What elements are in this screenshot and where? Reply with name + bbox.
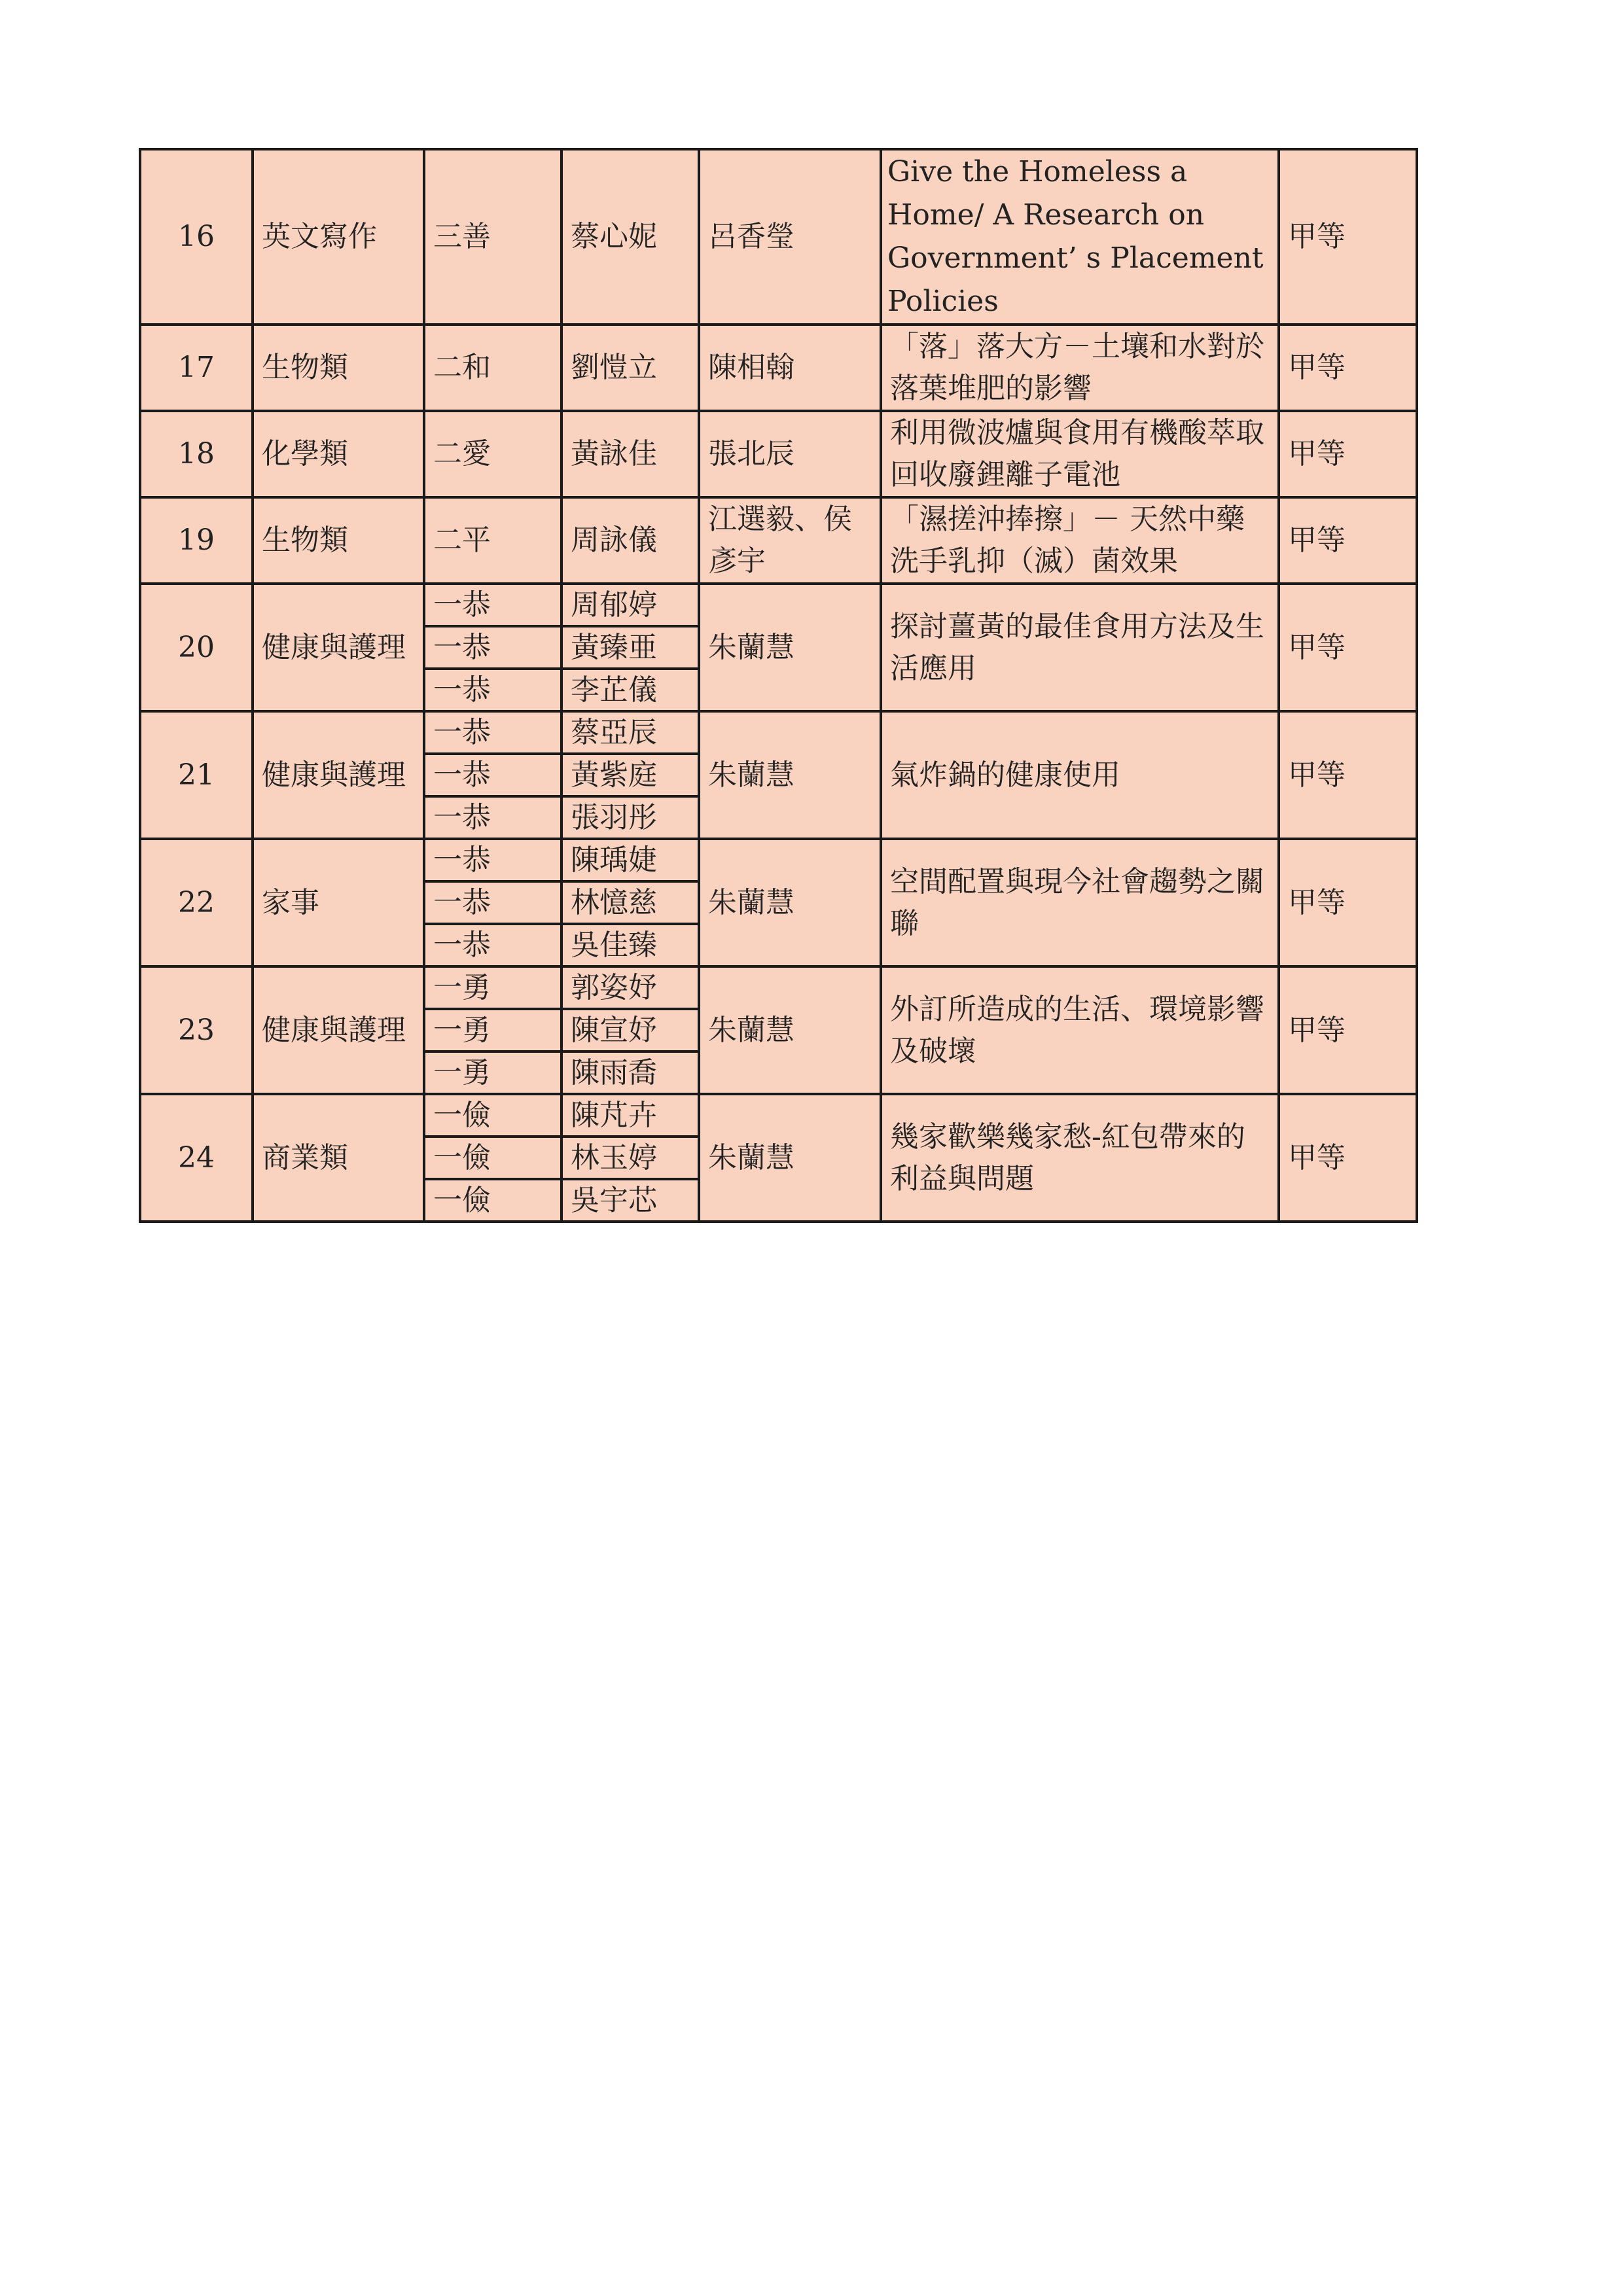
member-class: 一恭 — [424, 881, 562, 924]
member-name: 黃臻亜 — [562, 626, 699, 669]
entry-category: 健康與護理 — [253, 584, 424, 711]
member-name: 周郁婷 — [562, 584, 699, 626]
entry-grade: 甲等 — [1279, 1094, 1417, 1222]
entry-title: 探討薑黃的最佳食用方法及生活應用 — [881, 584, 1279, 711]
member-name: 張羽彤 — [562, 796, 699, 839]
entry-number: 18 — [140, 411, 253, 497]
entry-category: 英文寫作 — [253, 149, 424, 325]
member-class: 二和 — [424, 325, 562, 411]
member-name: 周詠儀 — [562, 497, 699, 584]
entry-title: 外訂所造成的生活、環境影響及破壞 — [881, 966, 1279, 1094]
entry-title: Give the Homeless a Home/ A Research on Government’ s Placement Policies — [881, 149, 1279, 325]
awards-table — [139, 148, 1418, 1223]
member-name: 吳宇芯 — [562, 1179, 699, 1222]
entry-advisor: 朱蘭慧 — [699, 1094, 881, 1222]
member-name: 陳瑀婕 — [562, 839, 699, 881]
entry-number: 22 — [140, 839, 253, 966]
member-class: 一儉 — [424, 1094, 562, 1137]
table-row — [140, 497, 1417, 584]
table-row — [140, 711, 1417, 754]
table-row — [140, 839, 1417, 881]
entry-grade: 甲等 — [1279, 966, 1417, 1094]
table-row — [140, 966, 1417, 1009]
table-row — [140, 325, 1417, 411]
entry-advisor: 朱蘭慧 — [699, 584, 881, 711]
entry-number: 19 — [140, 497, 253, 584]
entry-title: 幾家歡樂幾家愁-紅包帶來的利益與問題 — [881, 1094, 1279, 1222]
entry-grade: 甲等 — [1279, 711, 1417, 839]
entry-number: 20 — [140, 584, 253, 711]
member-class: 一勇 — [424, 1009, 562, 1051]
entry-number: 21 — [140, 711, 253, 839]
entry-grade: 甲等 — [1279, 325, 1417, 411]
entry-title: 「落」落大方－土壤和水對於落葉堆肥的影響 — [881, 325, 1279, 411]
member-class: 二愛 — [424, 411, 562, 497]
entry-advisor: 張北辰 — [699, 411, 881, 497]
member-class: 一勇 — [424, 966, 562, 1009]
entry-grade: 甲等 — [1279, 584, 1417, 711]
entry-grade: 甲等 — [1279, 411, 1417, 497]
entry-title: 利用微波爐與食用有機酸萃取回收廢鋰離子電池 — [881, 411, 1279, 497]
member-name: 陳雨喬 — [562, 1051, 699, 1094]
entry-advisor: 陳相翰 — [699, 325, 881, 411]
entry-number: 24 — [140, 1094, 253, 1222]
member-class: 一勇 — [424, 1051, 562, 1094]
entry-advisor: 朱蘭慧 — [699, 839, 881, 966]
member-name: 林憶慈 — [562, 881, 699, 924]
member-class: 一恭 — [424, 584, 562, 626]
member-class: 一恭 — [424, 626, 562, 669]
entry-grade: 甲等 — [1279, 839, 1417, 966]
entry-number: 23 — [140, 966, 253, 1094]
member-name: 陳芃卉 — [562, 1094, 699, 1137]
member-name: 蔡心妮 — [562, 149, 699, 325]
member-name: 黃紫庭 — [562, 754, 699, 796]
table-row — [140, 584, 1417, 626]
entry-category: 化學類 — [253, 411, 424, 497]
member-class: 一恭 — [424, 796, 562, 839]
member-name: 郭姿妤 — [562, 966, 699, 1009]
member-class: 一儉 — [424, 1137, 562, 1179]
member-name: 黃詠佳 — [562, 411, 699, 497]
entry-title: 「濕搓沖捧擦」－ 天然中藥洗手乳抑（滅）菌效果 — [881, 497, 1279, 584]
member-class: 一恭 — [424, 839, 562, 881]
entry-number: 17 — [140, 325, 253, 411]
table-row — [140, 149, 1417, 325]
member-name: 吳佳臻 — [562, 924, 699, 966]
entry-advisor: 朱蘭慧 — [699, 711, 881, 839]
entry-category: 家事 — [253, 839, 424, 966]
entry-title: 氣炸鍋的健康使用 — [881, 711, 1279, 839]
member-class: 一恭 — [424, 754, 562, 796]
member-class: 一恭 — [424, 711, 562, 754]
entry-category: 健康與護理 — [253, 966, 424, 1094]
entry-advisor: 呂香瑩 — [699, 149, 881, 325]
member-name: 劉愷立 — [562, 325, 699, 411]
entry-advisor: 朱蘭慧 — [699, 966, 881, 1094]
entry-advisor: 江選毅、侯彥宇 — [699, 497, 881, 584]
member-class: 一恭 — [424, 669, 562, 711]
table-row — [140, 1094, 1417, 1137]
member-class: 三善 — [424, 149, 562, 325]
member-name: 李芷儀 — [562, 669, 699, 711]
member-name: 陳宣妤 — [562, 1009, 699, 1051]
entry-grade: 甲等 — [1279, 497, 1417, 584]
member-class: 一儉 — [424, 1179, 562, 1222]
entry-category: 健康與護理 — [253, 711, 424, 839]
entry-category: 生物類 — [253, 325, 424, 411]
entry-number: 16 — [140, 149, 253, 325]
member-class: 二平 — [424, 497, 562, 584]
entry-category: 商業類 — [253, 1094, 424, 1222]
entry-title: 空間配置與現今社會趨勢之關聯 — [881, 839, 1279, 966]
member-name: 蔡亞辰 — [562, 711, 699, 754]
entry-grade: 甲等 — [1279, 149, 1417, 325]
member-name: 林玉婷 — [562, 1137, 699, 1179]
entry-category: 生物類 — [253, 497, 424, 584]
member-class: 一恭 — [424, 924, 562, 966]
table-row — [140, 411, 1417, 497]
